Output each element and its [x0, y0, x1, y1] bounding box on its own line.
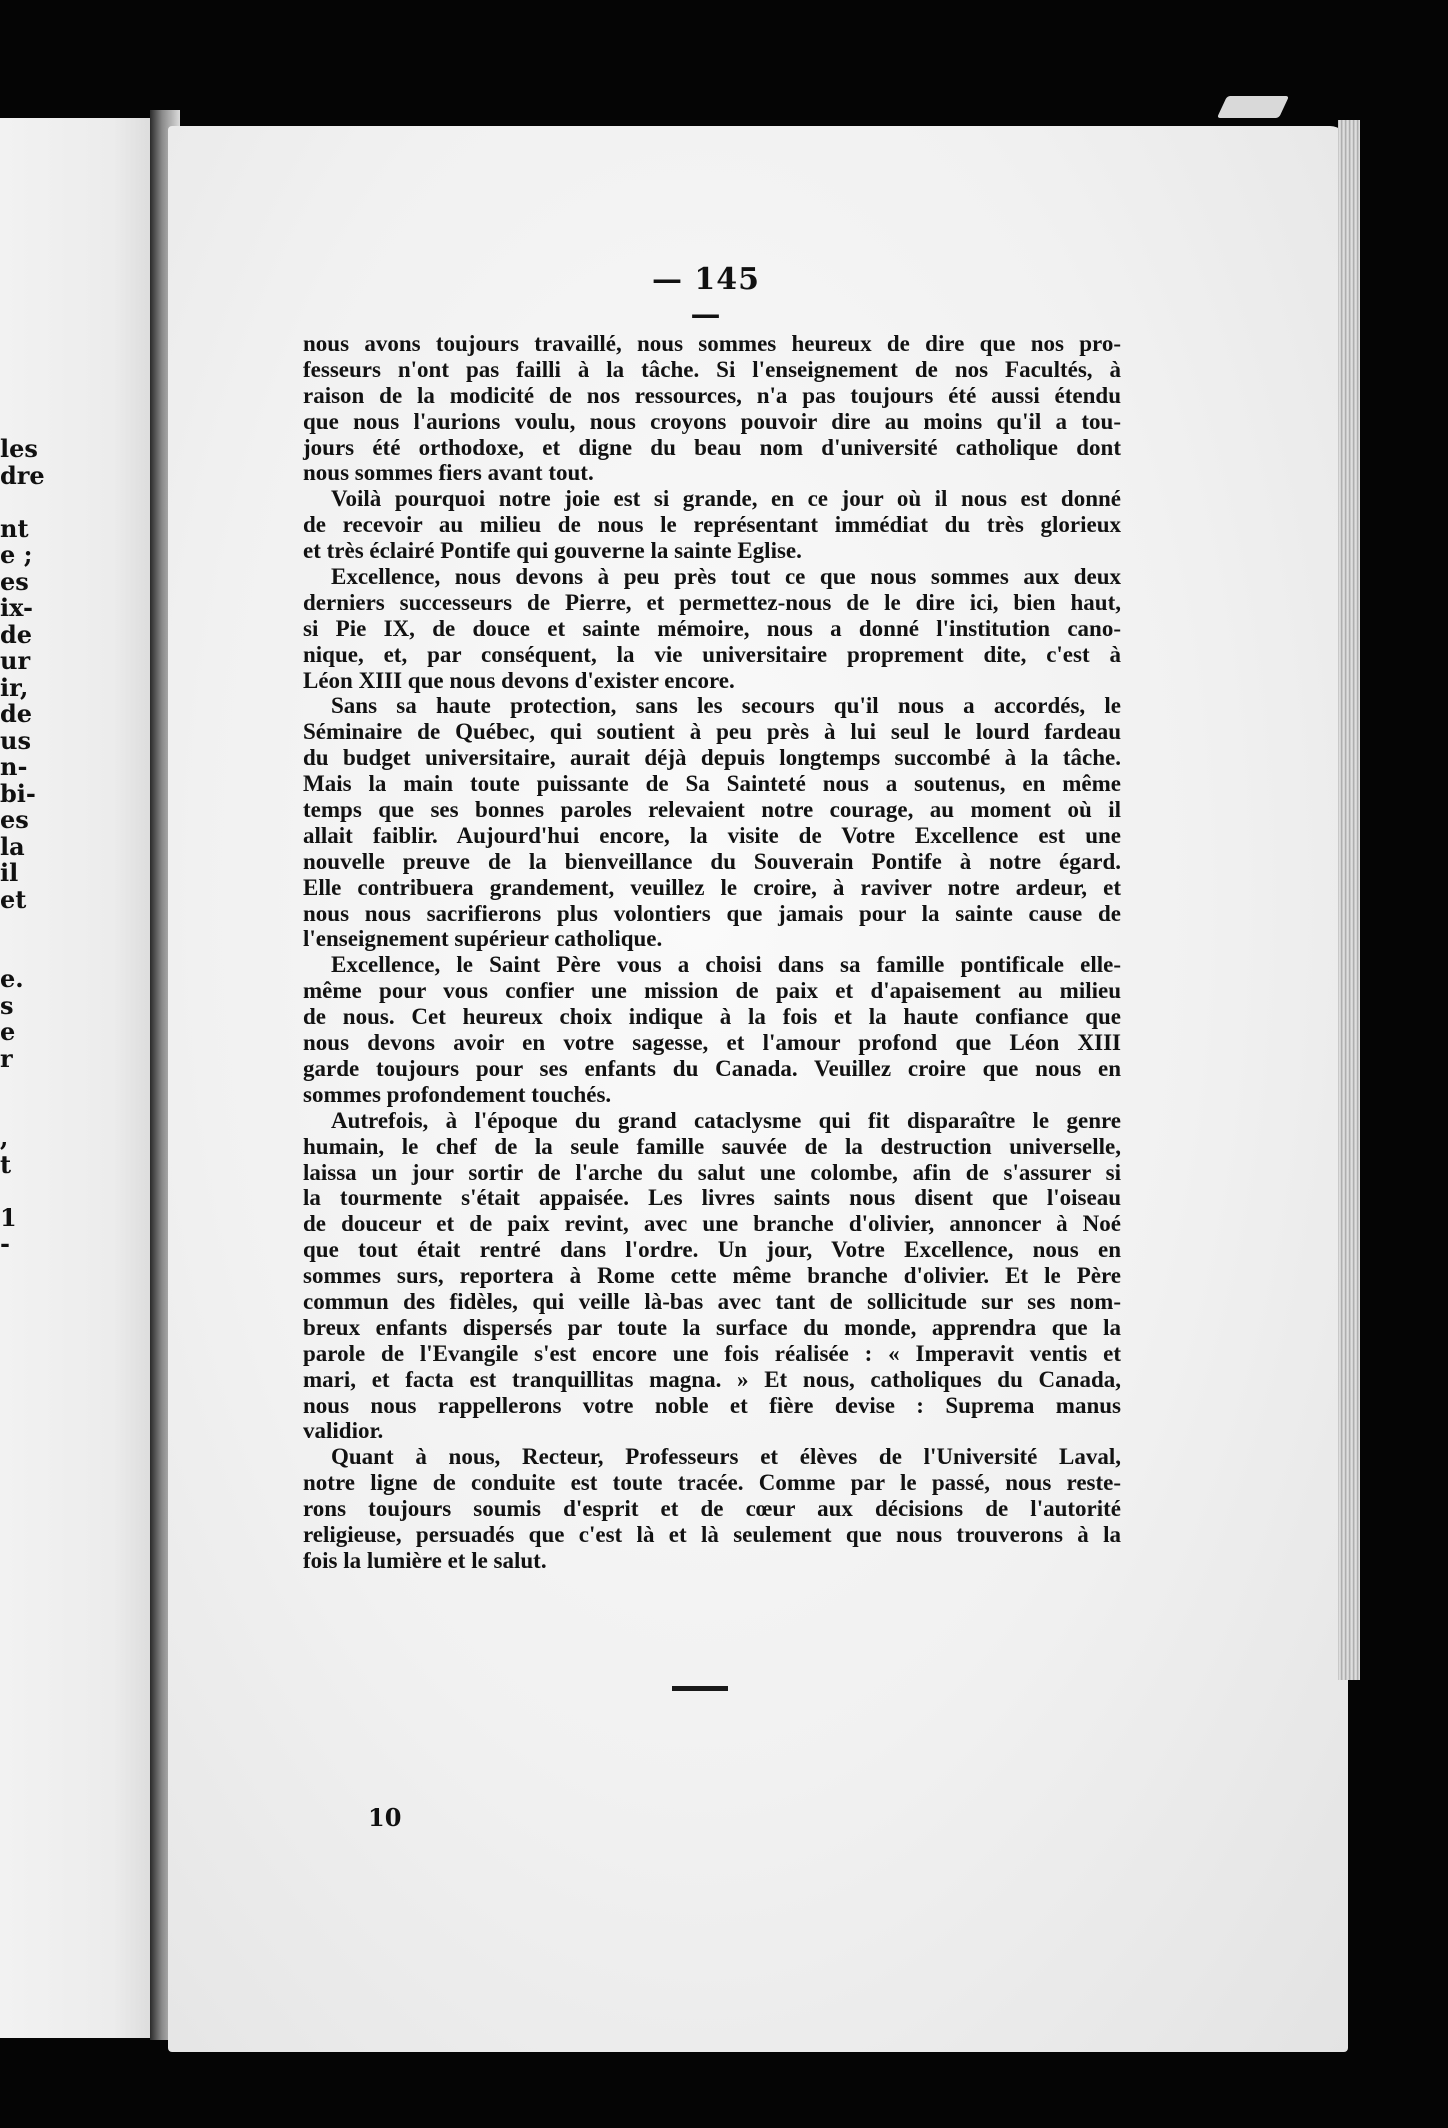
page-edge-stack: [1338, 120, 1360, 1680]
text-line: du budget universitaire, aurait déjà depuis longtemps succombé à la tâche.: [303, 745, 1121, 771]
adjacent-page-fragment-line: la: [0, 831, 25, 861]
text-line: laissa un jour sortir de l'arche du salut une colombe, afin de s'assurer si: [303, 1159, 1121, 1185]
text-line: de recevoir au milieu de nous le représentant immédiat du très glorieux: [303, 512, 1121, 538]
paragraph: [303, 1444, 1121, 1573]
paragraph: [303, 952, 1121, 1107]
adjacent-page-fragment-line: es: [0, 566, 29, 596]
text-line: validior.: [303, 1418, 384, 1444]
text-line: fois la lumière et le salut.: [303, 1547, 547, 1573]
adjacent-page-fragment: [0, 118, 162, 2038]
text-line: breux enfants dispersés par toute la surface du monde, apprendra que la: [303, 1314, 1121, 1340]
text-line: Mais la main toute puissante de Sa Sainteté nous a soutenus, en même: [303, 771, 1121, 797]
text-line: raison de la modicité de nos ressources, n'a pas toujours été aussi étendu: [303, 382, 1121, 408]
adjacent-page-fragment-line: [0, 1178, 40, 1205]
text-line: que tout était rentré dans l'ordre. Un jour, Votre Excellence, nous en: [303, 1237, 1121, 1263]
text-line: Voilà pourquoi notre joie est si grande, en ce jour où il nous est donné: [331, 486, 1121, 512]
adjacent-page-fragment-line: [0, 489, 40, 516]
text-line: Sans sa haute protection, sans les secours qu'il nous a accordés, le: [331, 693, 1121, 719]
adjacent-page-fragment-line: il: [0, 858, 19, 887]
adjacent-page-fragment-line: es: [0, 805, 29, 834]
text-line: Séminaire de Québec, qui soutient à peu près à lui seul le lourd fardeau: [303, 719, 1121, 745]
text-line: nouvelle preuve de la bienveillance du Souverain Pontife à notre égard.: [303, 848, 1121, 874]
text-line: humain, le chef de la seule famille sauvée de la destruction universelle,: [303, 1133, 1121, 1159]
text-line: de nous. Cet heureux choix indique à la fois et la haute confiance que: [303, 1004, 1121, 1030]
paragraph: [303, 564, 1121, 693]
adjacent-page-fragment-line: e: [0, 1017, 16, 1046]
paper-tab: [1217, 96, 1289, 118]
text-line: nous devons avoir en votre sagesse, et l'amour profond que Léon XIII: [303, 1030, 1121, 1056]
adjacent-page-fragment-line: et: [0, 884, 27, 914]
body-text: [303, 331, 1121, 1574]
text-line: Quant à nous, Recteur, Professeurs et élèves de l'Université Laval,: [331, 1444, 1121, 1470]
text-line: Elle contribuera grandement, veuillez le croire, à raviver notre ardeur, et: [303, 874, 1121, 900]
text-line: sommes profondement touchés.: [303, 1081, 612, 1107]
text-line: garde toujours pour ses enfants du Canada. Veuillez croire que nous en: [303, 1055, 1121, 1081]
text-line: commun des fidèles, qui veille là-bas avec tant de sollicitude sur ses nom-: [303, 1288, 1121, 1314]
text-line: parole de l'Evangile s'est encore une fois réalisée : « Imperavit ventis et: [303, 1340, 1121, 1366]
signature-mark: 10: [368, 1803, 402, 1832]
adjacent-page-fragment-line: e.: [0, 964, 24, 993]
adjacent-page-fragment-line: dre: [0, 460, 45, 490]
text-line: de douceur et de paix revint, avec une branche d'olivier, annoncer à Noé: [303, 1211, 1121, 1237]
text-line: mari, et facta est tranquillitas magna. » Et nous, catholiques du Canada,: [303, 1366, 1121, 1392]
adjacent-page-fragment-line: nt: [0, 513, 29, 543]
adjacent-page-fragment-line: les: [0, 434, 38, 463]
adjacent-page-fragment-line: [0, 940, 40, 967]
text-line: allait faiblir. Aujourd'hui encore, la visite de Votre Excellence est une: [303, 822, 1121, 848]
adjacent-page-text: [0, 434, 45, 1258]
adjacent-page-fragment-line: us: [0, 725, 31, 755]
text-line: que nous l'aurions voulu, nous croyons pouvoir dire au moins qu'il a tou-: [303, 408, 1121, 434]
text-line: Léon XIII que nous devons d'exister encore.: [303, 667, 735, 693]
text-line: jours été orthodoxe, et digne du beau nom d'université catholique dont: [303, 434, 1121, 460]
section-end-rule: [672, 1686, 728, 1691]
text-line: nous sommes fiers avant tout.: [303, 460, 594, 486]
text-line: religieuse, persuadés que c'est là et là seulement que nous trouverons à la: [303, 1521, 1121, 1547]
adjacent-page-fragment-line: ir,: [0, 672, 29, 702]
paragraph: [303, 331, 1121, 486]
adjacent-page-fragment-line: [0, 913, 40, 940]
adjacent-page-fragment-line: t: [0, 1149, 12, 1179]
adjacent-page-fragment-line: r: [0, 1043, 13, 1073]
text-line: sommes surs, reportera à Rome cette même branche d'olivier. Et le Père: [303, 1263, 1121, 1289]
text-line: nous nous sacrifierons plus volontiers que jamais pour la sainte cause de: [303, 900, 1121, 926]
adjacent-page-fragment-line: de: [0, 619, 33, 649]
text-line: si Pie IX, de douce et sainte mémoire, nous a donné l'institution cano-: [303, 615, 1121, 641]
text-line: nous avons toujours travaillé, nous sommes heureux de dire que nos pro-: [303, 331, 1121, 356]
text-line: Excellence, le Saint Père vous a choisi dans sa famille pontificale elle-: [331, 952, 1121, 978]
adjacent-page-fragment-line: ix-: [0, 593, 33, 622]
text-line: et très éclairé Pontife qui gouverne la sainte Eglise.: [303, 538, 802, 564]
text-line: même pour vous confier une mission de paix et d'apaisement au milieu: [303, 978, 1121, 1004]
adjacent-page-fragment-line: e ;: [0, 540, 33, 569]
adjacent-page-fragment-line: 1: [0, 1202, 17, 1232]
text-line: Autrefois, à l'époque du grand cataclysme qui fit disparaître le genre: [331, 1107, 1121, 1133]
paragraph: [303, 693, 1121, 952]
adjacent-page-fragment-line: ,: [0, 1123, 9, 1152]
text-line: rons toujours soumis d'esprit et de cœur aux décisions de l'autorité: [303, 1496, 1121, 1522]
adjacent-page-fragment-line: -: [0, 1229, 10, 1258]
adjacent-page-fragment-line: [0, 1099, 40, 1126]
text-line: temps que ses bonnes paroles relevaient notre courage, au moment où il: [303, 797, 1121, 823]
text-line: notre ligne de conduite est toute tracée. Comme par le passé, nous reste-: [303, 1470, 1121, 1496]
text-line: derniers successeurs de Pierre, et permettez-nous de le dire ici, bien haut,: [303, 589, 1121, 615]
text-line: la tourmente s'était appaisée. Les livres saints nous disent que l'oiseau: [303, 1185, 1121, 1211]
text-line: l'enseignement supérieur catholique.: [303, 926, 663, 952]
adjacent-page-fragment-line: de: [0, 699, 33, 728]
page-number: — 145 —: [651, 262, 761, 332]
text-line: nique, et, par conséquent, la vie universitaire proprement dite, c'est à: [303, 641, 1121, 667]
adjacent-page-fragment-line: bi-: [0, 778, 36, 808]
paragraph: [303, 1108, 1121, 1445]
text-line: fesseurs n'ont pas failli à la tâche. Si l'enseignement de nos Facultés, à: [303, 356, 1121, 382]
adjacent-page-fragment-line: s: [0, 990, 14, 1020]
text-line: Excellence, nous devons à peu près tout ce que nous sommes aux deux: [331, 564, 1121, 590]
adjacent-page-fragment-line: [0, 1072, 40, 1099]
text-line: nous nous rappellerons votre noble et fière devise : Suprema manus: [303, 1392, 1121, 1418]
adjacent-page-fragment-line: n-: [0, 752, 28, 781]
paragraph: [303, 486, 1121, 564]
adjacent-page-fragment-line: ur: [0, 646, 31, 675]
